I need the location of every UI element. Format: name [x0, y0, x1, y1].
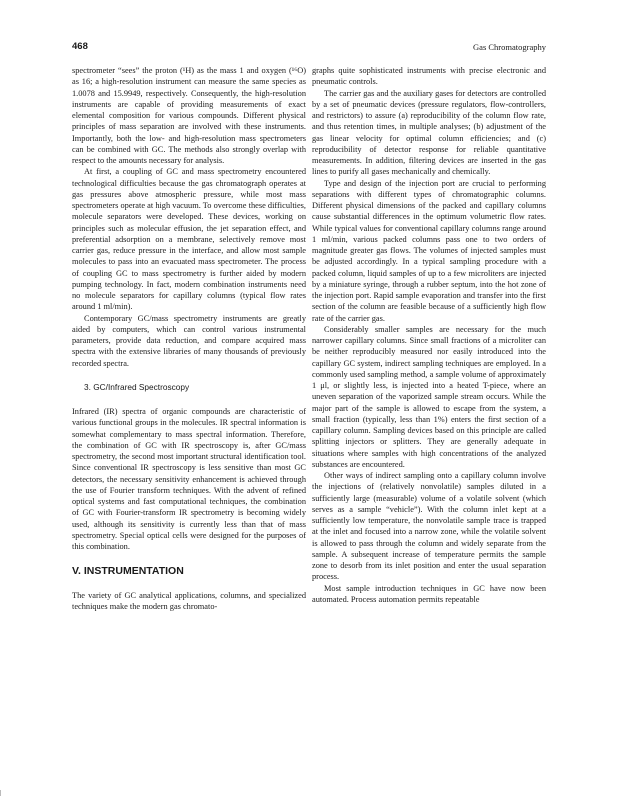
running-title: Gas Chromatography	[473, 42, 546, 52]
paragraph: spectrometer “sees” the proton (¹H) as the mass 1 and oxygen (¹⁶O) as 16; a high-resolution instrument can measure the same species as 1.0078 and 15.9949, respectively. Consequently, the high-resolution instruments are capable of providing measurements of exact elemental composition for various compounds. Different physical principles of mass separation are involved with these instruments. Importantly, both the low- and high-resolution mass spectrometers can be combined with GC. The methods also strongly overlap with respect to the amounts necessary for analysis.	[72, 66, 306, 165]
section-heading: V. INSTRUMENTATION	[72, 565, 184, 578]
paragraph: Contemporary GC/mass spectrometry instruments are greatly aided by computers, which can control various instrumental parameters, provide data reduction, and compare acquired mass spectra with the extensive libraries of many thousands of previously recorded spectra.	[72, 313, 306, 368]
page-number: 468	[72, 41, 88, 52]
paragraph: Type and design of the injection port are crucial to performing separations with different types of chromatographic columns. Different physical dimensions of the packed and capillary columns cause substantial differences in the optimum volumetric flow rates. While typical values for conventional capillary columns range around 1 ml/min, various packed columns pass one to two orders of magnitude greater gas flows. The volumes of injected samples must be adjusted accordingly. In a typical sampling procedure with a packed column, liquid samples of up to a few microliters are injected by a miniature syringe, through a rubber septum, into the hot zone of the injection port. Rapid sample evaporation and transfer into the first section of the column are feasible because of a sufficiently high flow rate of the carrier gas.	[312, 178, 546, 323]
left-column	[72, 65, 306, 612]
paragraph: Infrared (IR) spectra of organic compounds are characteristic of various functional groups in the molecules. IR spectral information is somewhat complementary to mass spectral information. Therefore, the combination of GC with IR spectroscopy is, after GC/mass spectrometry, the second most important structural identification tool. Since conventional IR spectroscopy is less sensitive than most GC detectors, the necessary sensitivity enhancement is achieved through the use of Fourier transform techniques. With the advent of refined optical systems and fast computational techniques, the combination of GC with Fourier-transform IR spectrometry is becoming widely used, although its sensitivity is currently less than that of mass spectrometry. Special optical cells were designed for the purposes of this combination.	[72, 407, 306, 551]
paragraph: The variety of GC analytical applications, columns, and specialized techniques make the modern gas chromato-	[72, 590, 306, 611]
page-edge-mark	[0, 790, 4, 796]
paragraph: At first, a coupling of GC and mass spectrometry encountered technological difficulties because the gas chromatograph operates at gas pressures above atmospheric pressure, while most mass spectrometers operate at high vacuum. To overcome these difficulties, molecule separators were developed. These devices, working on principles such as molecular effusion, the jet separation effect, and preferential adsorption on a membrane, selectively remove most carrier gas, reduce pressure in the interface, and allow most sample molecules to pass into an evacuated mass spectrometer. The process of coupling GC to mass spectrometry is further aided by modern pumping technology. In fact, modern combination instruments need no molecule separators for capillary columns (typical flow rates around 1 ml/min).	[72, 167, 306, 312]
paragraph: Considerably smaller samples are necessary for the much narrower capillary columns. Since small fractions of a microliter can be neither reproducibly measured nor easily introduced into the capillary GC system, indirect sampling techniques are employed. In a commonly used sampling method, a sample volume of approximately 1 μl, or slightly less, is injected into a heated T-piece, where an uneven separation of the vaporized sample stream occurs. While the major part of the sample is allowed to escape from the system, a small fraction (typically, less than 1%) enters the first section of a capillary column. Sampling devices based on this principle are called splitting injectors or splitters. They are generally adequate in situations where samples with high concentrations of the analyzed substances are encountered.	[312, 324, 546, 469]
paragraph: The carrier gas and the auxiliary gases for detectors are controlled by a set of pneumatic devices (pressure regulators, flow-controllers, and restrictors) to assure (a) reproducibility of the column flow rate, and thus retention times, in multiple analyses; (b) adjustment of the gas linear velocity for optimal column efficiencies; and (c) reproducibility of detector response for reliable quantitative measurements. In addition, filtering devices are inserted in the gas lines to purify all gases mechanically and chemically.	[312, 88, 546, 177]
paragraph: Most sample introduction techniques in GC have now been automated. Process automation permits repeatable	[312, 583, 546, 604]
paragraph: Other ways of indirect sampling onto a capillary column involve the injections of (relatively nonvolatile) samples diluted in a sufficiently large (measurable) volume of a volatile solvent (which serves as a sample “vehicle”). With the column inlet kept at a sufficiently low temperature, the nonvolatile sample trace is trapped at the inlet and focused into a narrow zone, while the volatile solvent is allowed to pass through the column and widely separate from the sample. A subsequent increase of temperature permits the sample zone to desorb from its inlet position and enter the usual separation process.	[312, 471, 546, 582]
paragraph: graphs quite sophisticated instruments with precise electronic and pneumatic controls.	[312, 66, 546, 87]
subsection-heading: 3. GC/Infrared Spectroscopy	[84, 381, 190, 392]
right-column	[312, 65, 546, 605]
